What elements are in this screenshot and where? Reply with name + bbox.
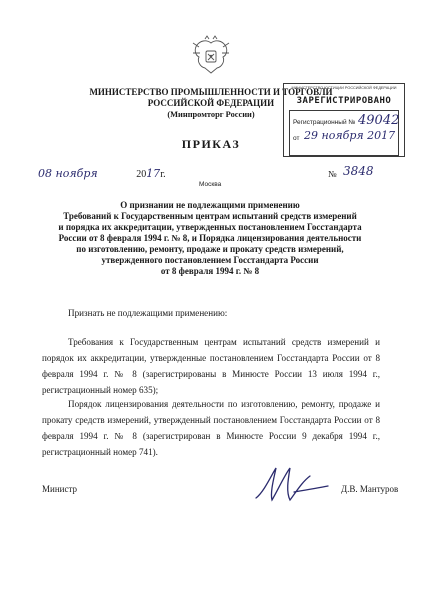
order-title-line: и порядка их аккредитации, утвержденных постановлением Госстандарта xyxy=(58,222,362,232)
stamp-date: 29 ноября 2017 xyxy=(304,129,396,142)
handwritten-signature-icon xyxy=(250,462,332,504)
document-type: ПРИКАЗ xyxy=(181,137,241,151)
order-title-line: по изготовлению, ремонту, продаже и прокату средств измерений, xyxy=(76,244,344,254)
registration-stamp xyxy=(283,83,405,157)
order-title-line: Требований к Государственным центрам испытаний средств измерений xyxy=(63,211,357,221)
body-paragraph-requirements: Требования к Государственным центрам испытаний средств измерений и порядок их аккредитации, утвержденные постановлением Госстандарта России от 8 февраля 1994 г. № 8 (зарегистрированы в Минюсте России 13 июля 1994 г., регистрационный номер 635); xyxy=(42,337,380,395)
ministry-short-name: (Минпромторг России) xyxy=(167,110,255,119)
ministry-name-line1: МИНИСТЕРСТВО ПРОМЫШЛЕННОСТИ И ТОРГОВЛИ xyxy=(89,87,333,97)
order-year-suffix: г. xyxy=(160,169,166,180)
body-paragraph-intro: Признать не подлежащими применению: xyxy=(68,308,228,318)
stamp-date-label: от xyxy=(293,135,300,142)
order-title-line: утвержденного постановлением Госстандарта России xyxy=(101,255,319,265)
body-paragraph-licensing: Порядок лицензирования деятельности по изготовлению, ремонту, продаже и прокату средств измерений, утвержденный постановлением Госстандарта России от 8 февраля 1994 г. № 8 (зарегистрирован в Минюсте России 9 декабря 1994 г., регистрационный номер 741). xyxy=(42,399,380,457)
stamp-registered-label: ЗАРЕГИСТРИРОВАНО xyxy=(296,96,392,106)
order-title-line: О признании не подлежащими применению xyxy=(120,200,300,210)
order-date-handwritten: 08 ноября xyxy=(38,167,98,180)
order-title xyxy=(42,200,378,277)
order-number: 3848 xyxy=(343,164,374,178)
coat-of-arms-emblem-icon xyxy=(191,35,231,77)
order-year-prefix: 20 xyxy=(136,169,147,180)
stamp-reg-number-label: Регистрационный № xyxy=(293,119,356,126)
ministry-name-line2: РОССИЙСКОЙ ФЕДЕРАЦИИ xyxy=(147,98,275,108)
order-title-line: от 8 февраля 1994 г. № 8 xyxy=(160,266,260,276)
stamp-inner-frame xyxy=(289,110,399,156)
stamp-ministry-text: МИНИСТЕРСТВО ЮСТИЦИИ РОССИЙСКОЙ ФЕДЕРАЦИИ xyxy=(291,86,397,90)
signatory-name: Д.В. Мантуров xyxy=(341,484,399,494)
order-date xyxy=(38,167,166,180)
order-title-line: России от 8 февраля 1994 г. № 8, и Порядка лицензирования деятельности xyxy=(58,233,362,243)
signatory-position: Министр xyxy=(42,484,77,494)
stamp-reg-number: 49042 xyxy=(358,113,400,128)
order-city: Москва xyxy=(199,181,222,188)
order-number-label: № xyxy=(328,169,337,179)
order-year-handwritten: 17 xyxy=(146,167,161,180)
